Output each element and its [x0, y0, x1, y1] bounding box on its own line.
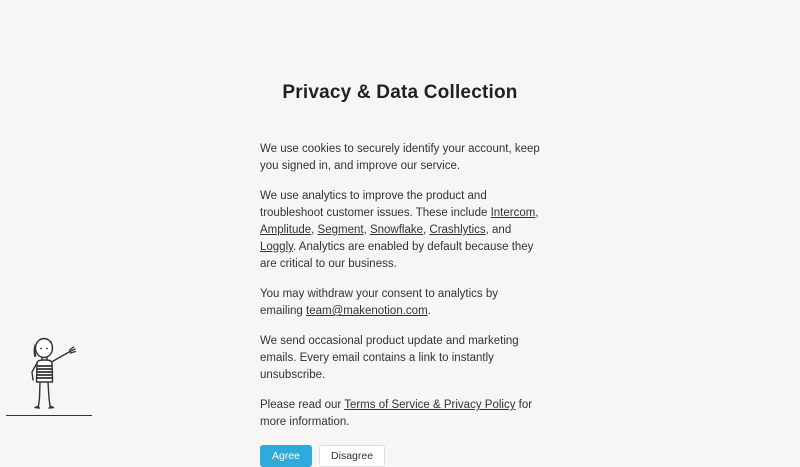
separator-4: , [423, 224, 430, 236]
paragraph-analytics-text-tail: . Analytics are enabled by default because they are critical to our business. [260, 241, 534, 270]
link-snowflake[interactable]: Snowflake [369, 224, 424, 236]
paragraph-withdraw-text-tail: . [427, 305, 431, 317]
dialog-body [260, 104, 540, 467]
paragraph-terms [260, 397, 540, 431]
link-support-email[interactable]: team@makenotion.com [306, 305, 428, 317]
paragraph-withdraw-text-lead: You may withdraw your consent to analytics by emailing [260, 288, 499, 317]
separator-5: , and [485, 224, 512, 236]
page-title: Privacy & Data Collection [282, 82, 518, 103]
link-intercom[interactable]: Intercom [490, 207, 536, 219]
disagree-button[interactable]: Disagree [319, 445, 385, 467]
paragraph-withdraw-consent [260, 286, 540, 320]
ground-line [6, 415, 92, 416]
link-amplitude[interactable]: Amplitude [260, 224, 312, 236]
person-waving-illustration [18, 336, 88, 414]
paragraph-cookies [260, 141, 540, 175]
dialog-actions [260, 431, 540, 467]
paragraph-analytics-text-lead: We use analytics to improve the product and troubleshoot customer issues. These include [260, 190, 491, 219]
paragraph-terms-text-tail: for more information. [260, 399, 533, 428]
paragraph-marketing-text: We send occasional product update and marketing emails. Every email contains a link to instantly unsubscribe. [260, 335, 519, 381]
agree-button[interactable]: Agree [260, 445, 312, 467]
paragraph-marketing-emails [260, 333, 540, 384]
paragraph-analytics [260, 188, 540, 273]
separator-3: , [363, 224, 370, 236]
link-crashlytics[interactable]: Crashlytics [429, 224, 486, 236]
separator-2: , [311, 224, 318, 236]
separator-1: , [535, 207, 539, 219]
paragraph-cookies-text: We use cookies to securely identify your account, keep you signed in, and improve our service. [260, 143, 540, 172]
link-loggly[interactable]: Loggly [260, 241, 294, 253]
link-terms-privacy-policy[interactable]: Terms of Service & Privacy Policy [344, 399, 516, 411]
link-segment[interactable]: Segment [317, 224, 364, 236]
paragraph-terms-text-lead: Please read our [260, 399, 345, 411]
